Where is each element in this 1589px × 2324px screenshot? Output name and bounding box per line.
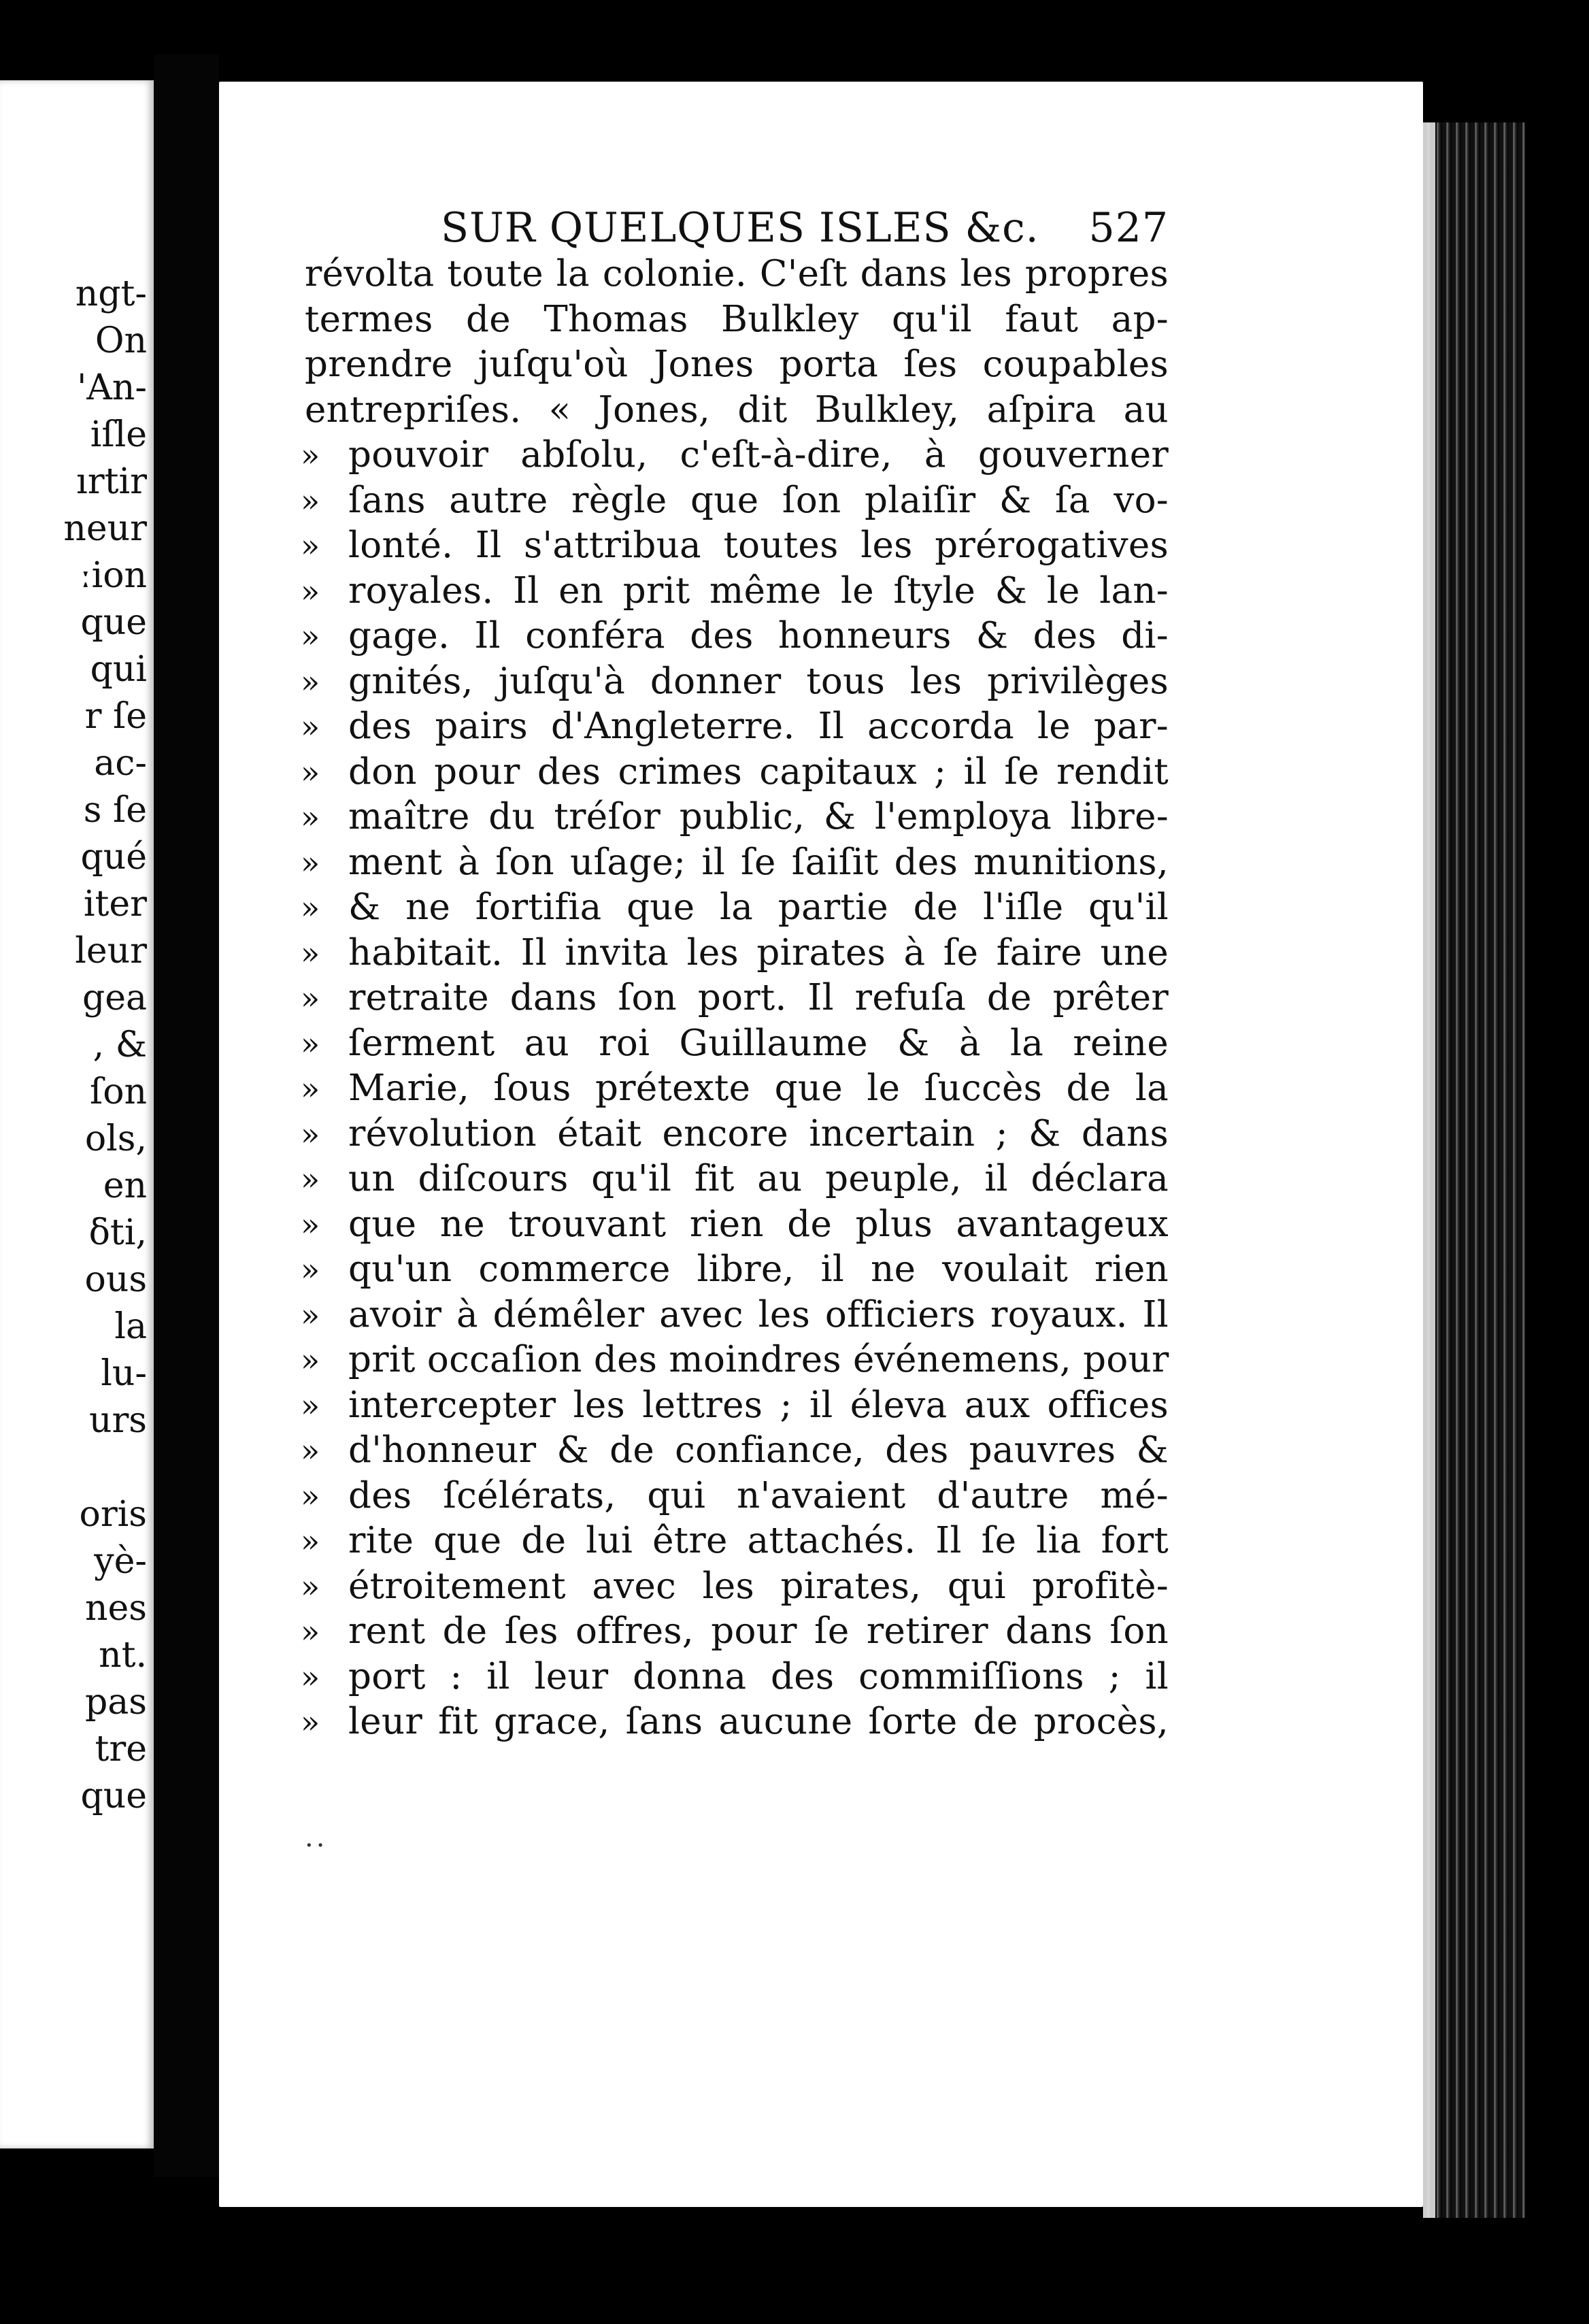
text-line: [305, 388, 1169, 433]
left-page-fragment: la: [114, 1306, 147, 1347]
text-line-content: gnités, juſqu'à donner tous les privilèges: [348, 660, 1169, 702]
quote-mark: »: [301, 482, 320, 519]
quote-mark: »: [301, 1161, 320, 1197]
left-page-fragment: que: [80, 1776, 147, 1816]
text-line: [301, 885, 1169, 931]
text-line-content: rent de ſes offres, pour ſe retirer dans ſon: [348, 1610, 1169, 1652]
book-gutter: [154, 54, 219, 2177]
quote-mark: »: [301, 753, 320, 791]
text-line-content: rite que de lui être attachés. Il ſe lia fort: [348, 1520, 1169, 1561]
left-page-fragment: s ſe: [83, 790, 147, 831]
quote-mark: »: [301, 980, 320, 1016]
text-line-content: ſans autre règle que ſon plaiſir & ſa vo-: [348, 479, 1169, 521]
left-page-fragment: tre: [95, 1729, 147, 1770]
quote-mark: »: [301, 1387, 320, 1424]
text-line: [301, 1383, 1169, 1429]
left-page-fragment: 'An-: [77, 367, 147, 408]
text-line-content: révolta toute la colonie. C'eſt dans les propres: [305, 253, 1169, 295]
left-page-fragment: ols,: [84, 1118, 147, 1159]
text-line-content: royales. Il en prit même le ſtyle & le lan-: [348, 569, 1169, 612]
body-text-lines: [301, 252, 1169, 1745]
left-page-fragment: ac-: [94, 743, 147, 784]
text-line-content: maître du tréſor public, & l'employa libre-: [348, 796, 1169, 837]
quote-mark: »: [301, 437, 320, 474]
quote-mark: »: [301, 1025, 320, 1062]
text-line: [301, 1609, 1169, 1655]
text-line-content: pouvoir abſolu, c'eſt-à-dire, à gouverner: [348, 434, 1169, 476]
left-facing-page: [0, 80, 154, 2148]
left-page-fragment: lu-: [101, 1353, 147, 1394]
text-line-content: un diſcours qu'il fit au peuple, il déclara: [348, 1158, 1169, 1199]
left-page-text-fragments: [63, 271, 147, 1820]
text-line: [301, 614, 1169, 659]
quote-mark: »: [301, 1613, 320, 1650]
text-line-content: & ne fortifia que la partie de l'iſle qu'il: [348, 886, 1169, 928]
text-line: [305, 297, 1169, 343]
text-line-content: ſerment au roi Guillaume & à la reine: [348, 1022, 1169, 1064]
text-line-content: entrepriſes. « Jones, dit Bulkley, aſpira au: [305, 388, 1169, 431]
text-line-content: ment à ſon uſage; il ſe ſaiſit des munitions,: [348, 841, 1169, 883]
text-line-content: révolution était encore incertain ; & dans: [348, 1112, 1169, 1155]
text-line-content: prendre juſqu'où Jones porta ſes coupables: [305, 344, 1169, 385]
quote-mark: »: [301, 1115, 320, 1152]
text-line: [301, 1112, 1169, 1157]
left-page-fragment: On: [95, 320, 147, 361]
quote-mark: »: [301, 708, 320, 745]
running-header: [305, 204, 1169, 252]
text-line: [301, 569, 1169, 614]
quote-mark: »: [301, 572, 320, 610]
left-page-fragment: leur: [75, 931, 147, 972]
left-page-fragment: iter: [83, 884, 147, 925]
text-line: [301, 1474, 1169, 1519]
quote-mark: »: [301, 844, 320, 881]
text-line-content: leur fit grace, ſans aucune ſorte de procès,: [348, 1701, 1169, 1742]
text-line: [301, 1157, 1169, 1202]
left-page-fragment: neur: [63, 508, 147, 549]
footer-smudge: ··: [305, 1830, 328, 1861]
text-line-content: que ne trouvant rien de plus avantageux: [348, 1203, 1169, 1245]
text-line-content: qu'un commerce libre, il ne voulait rien: [348, 1248, 1169, 1290]
text-line: [301, 795, 1169, 840]
text-line-content: intercepter les lettres ; il éleva aux offices: [348, 1384, 1169, 1426]
left-page-fragment: ːion: [80, 555, 147, 596]
text-line-content: habitait. Il invita les pirates à ſe faire une: [348, 931, 1169, 974]
quote-mark: »: [301, 1432, 320, 1469]
text-line-content: don pour des crimes capitaux ; il ſe rendit: [348, 750, 1169, 793]
quote-mark: »: [301, 663, 320, 700]
quote-mark: »: [301, 934, 320, 972]
text-line: [301, 1293, 1169, 1338]
text-line: [301, 478, 1169, 524]
text-line: [301, 976, 1169, 1021]
left-page-fragment: que: [80, 602, 147, 643]
quote-mark: »: [301, 1658, 320, 1695]
left-page-fragment: urs: [88, 1400, 147, 1441]
left-page-fragment: qui: [90, 649, 147, 690]
text-line-content: gage. Il conféra des honneurs & des di-: [348, 615, 1169, 657]
left-page-fragment: ırtir: [76, 461, 147, 502]
page-text-block: [301, 204, 1169, 1745]
text-line-content: des pairs d'Angleterre. Il accorda le par-: [348, 706, 1169, 747]
quote-mark: »: [301, 1296, 320, 1333]
quote-mark: »: [301, 1704, 320, 1740]
text-line-content: port : il leur donna des commiſſions ; il: [348, 1655, 1169, 1697]
text-line-content: lonté. Il s'attribua toutes les prérogatives: [348, 525, 1169, 566]
text-line: [305, 342, 1169, 388]
text-line-content: d'honneur & de confiance, des pauvres &: [348, 1429, 1169, 1471]
text-line: [301, 1518, 1169, 1564]
left-page-fragment: nt.: [99, 1635, 147, 1676]
text-line: [301, 523, 1169, 569]
text-line: [305, 252, 1169, 297]
text-line: [301, 1699, 1169, 1745]
left-page-fragment: yè-: [94, 1541, 147, 1582]
text-line: [301, 1247, 1169, 1293]
quote-mark: »: [301, 1523, 320, 1559]
text-line-content: termes de Thomas Bulkley qu'il faut ap-: [305, 298, 1169, 340]
left-page-fragment: [63, 1444, 147, 1491]
left-page-fragment: ngt-: [75, 273, 147, 314]
text-line: [301, 1021, 1169, 1067]
text-line: [301, 750, 1169, 795]
quote-mark: »: [301, 1342, 320, 1378]
quote-mark: »: [301, 1206, 320, 1243]
text-line-content: Marie, ſous prétexte que le ſuccès de la: [348, 1067, 1169, 1109]
text-line: [301, 433, 1169, 478]
text-line-content: avoir à démêler avec les officiers royaux. Il: [348, 1293, 1169, 1335]
text-line-content: prit occaſion des moindres événemens, pour: [348, 1339, 1169, 1380]
quote-mark: »: [301, 889, 320, 926]
left-page-fragment: r ſe: [84, 696, 147, 737]
text-line: [301, 931, 1169, 976]
left-page-fragment: ous: [84, 1259, 147, 1300]
text-line: [301, 1202, 1169, 1248]
running-title: SUR QUELQUES ISLES &c.: [441, 204, 1039, 252]
text-line: [301, 659, 1169, 705]
quote-mark: »: [301, 618, 320, 654]
text-line: [301, 704, 1169, 750]
text-line: [301, 840, 1169, 886]
quote-mark: »: [301, 1477, 320, 1514]
left-page-fragment: oris: [79, 1494, 147, 1535]
quote-mark: »: [301, 527, 320, 564]
text-line: [301, 1428, 1169, 1474]
text-line-content: des ſcélérats, qui n'avaient d'autre mé-: [348, 1474, 1169, 1516]
left-page-fragment: nes: [85, 1588, 147, 1629]
left-page-fragment: gea: [82, 978, 147, 1018]
quote-mark: »: [301, 1567, 320, 1605]
text-line-content: retraite dans ſon port. Il refuſa de prêter: [348, 977, 1169, 1018]
text-line-content: étroitement avec les pirates, qui profitè-: [348, 1565, 1169, 1607]
text-line: [301, 1066, 1169, 1112]
page-edge-stack: [1423, 122, 1525, 2218]
left-page-fragment: pas: [85, 1682, 147, 1723]
left-page-fragment: en: [103, 1165, 147, 1206]
quote-mark: »: [301, 1251, 320, 1288]
text-line: [301, 1338, 1169, 1383]
text-line: [301, 1564, 1169, 1610]
quote-mark: »: [301, 799, 320, 835]
page-number: 527: [1088, 204, 1169, 252]
left-page-fragment: δti,: [88, 1212, 147, 1253]
quote-mark: »: [301, 1070, 320, 1107]
left-page-fragment: ſon: [89, 1072, 147, 1112]
text-line: [301, 1655, 1169, 1700]
left-page-fragment: , &: [93, 1025, 147, 1065]
left-page-fragment: qué: [80, 837, 147, 878]
left-page-fragment: iſle: [90, 414, 147, 455]
